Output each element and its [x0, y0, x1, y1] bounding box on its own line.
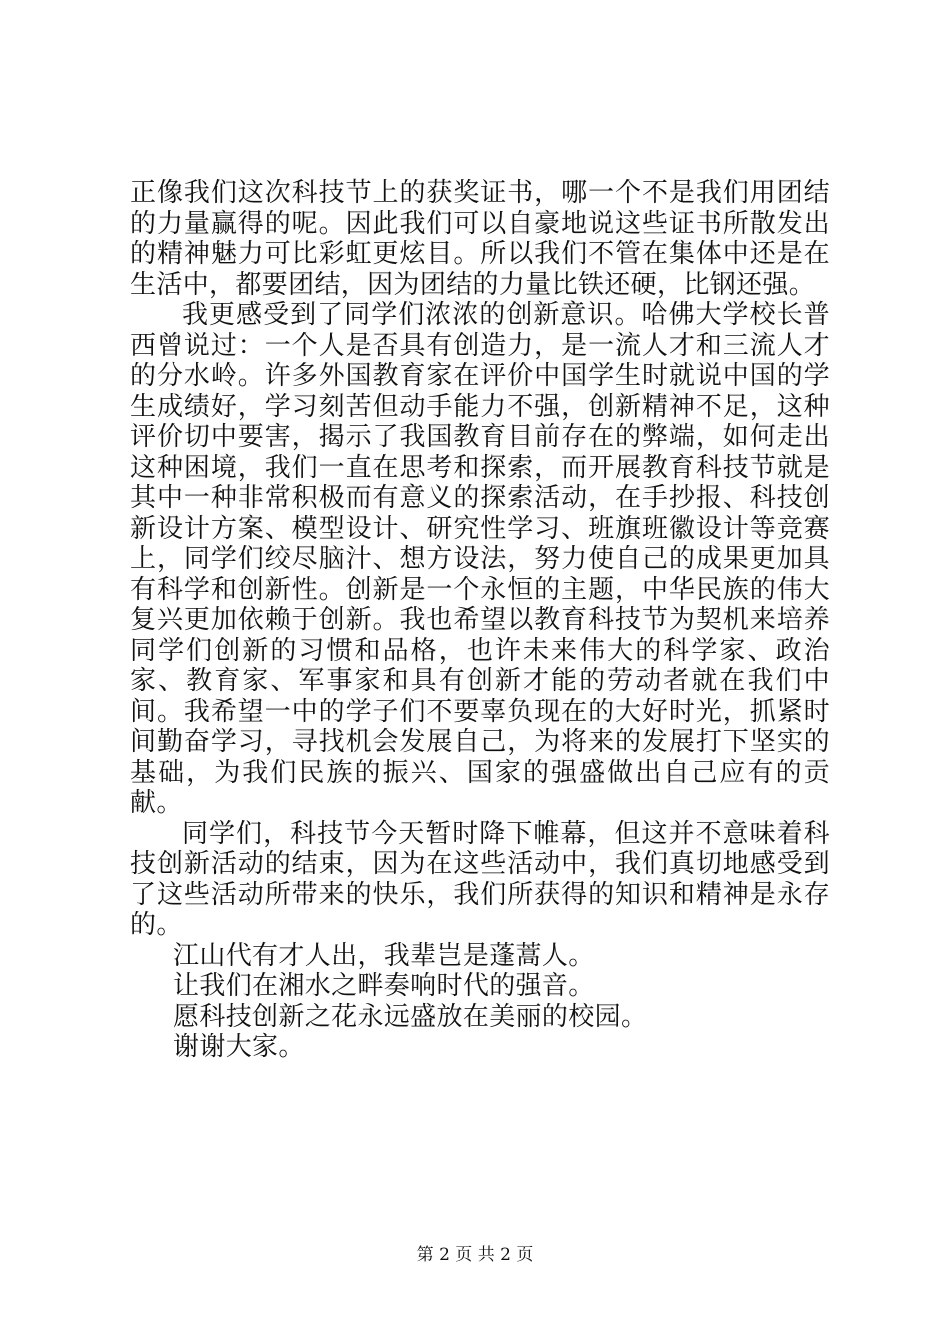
closing-line-flower: 愿科技创新之花永远盛放在美丽的校园。 [173, 1001, 648, 1032]
closing-line-thanks: 谢谢大家。 [173, 1032, 305, 1062]
document-body [130, 178, 830, 1063]
paragraph-unity: 正像我们这次科技节上的获奖证书，哪一个不是我们用团结的力量赢得的呢。因此我们可以自豪地说这些证书所散发出的精神魅力可比彩虹更炫目。所以我们不管在集体中还是在生活中，都要团结，因为团结的力量比铁还硬，比钢还强。 [130, 178, 830, 300]
page-number-footer: 第 2 页 共 2 页 [416, 1245, 534, 1265]
paragraph-innovation: 我更感受到了同学们浓浓的创新意识。哈佛大学校长普西曾说过：一个人是否具有创造力，是一流人才和三流人才的分水岭。许多外国教育家在评价中国学生时就说中国的学生成绩好，学习刻苦但动手能力不强，创新精神不足，这种评价切中要害，揭示了我国教育目前存在的弊端，如何走出这种困境，我们一直在思考和探索，而开展教育科技节就是其中一种非常积极而有意义的探索活动，在手抄报、科技创新设计方案、模型设计、研究性学习、班旗班徽设计等竞赛上，同学们绞尽脑汁、想方设法，努力使自己的成果更加具有科学和创新性。创新是一个永恒的主题，中华民族的伟大复兴更加依赖于创新。我也希望以教育科技节为契机来培养同学们创新的习惯和品格，也许未来伟大的科学家、政治家、教育家、军事家和具有创新才能的劳动者就在我们中间。我希望一中的学子们不要辜负现在的大好时光，抓紧时间勤奋学习，寻找机会发展自己，为将来的发展打下坚实的基础，为我们民族的振兴、国家的强盛做出自己应有的贡献。 [130, 300, 830, 818]
closing-line-xiangshui: 让我们在湘水之畔奏响时代的强音。 [173, 971, 595, 1001]
paragraph-closing: 同学们，科技节今天暂时降下帷幕，但这并不意味着科技创新活动的结束，因为在这些活动中，我们真切地感受到了这些活动所带来的快乐，我们所获得的知识和精神是永存的。 [130, 818, 830, 940]
closing-line-poem: 江山代有才人出，我辈岂是蓬蒿人。 [173, 940, 595, 971]
